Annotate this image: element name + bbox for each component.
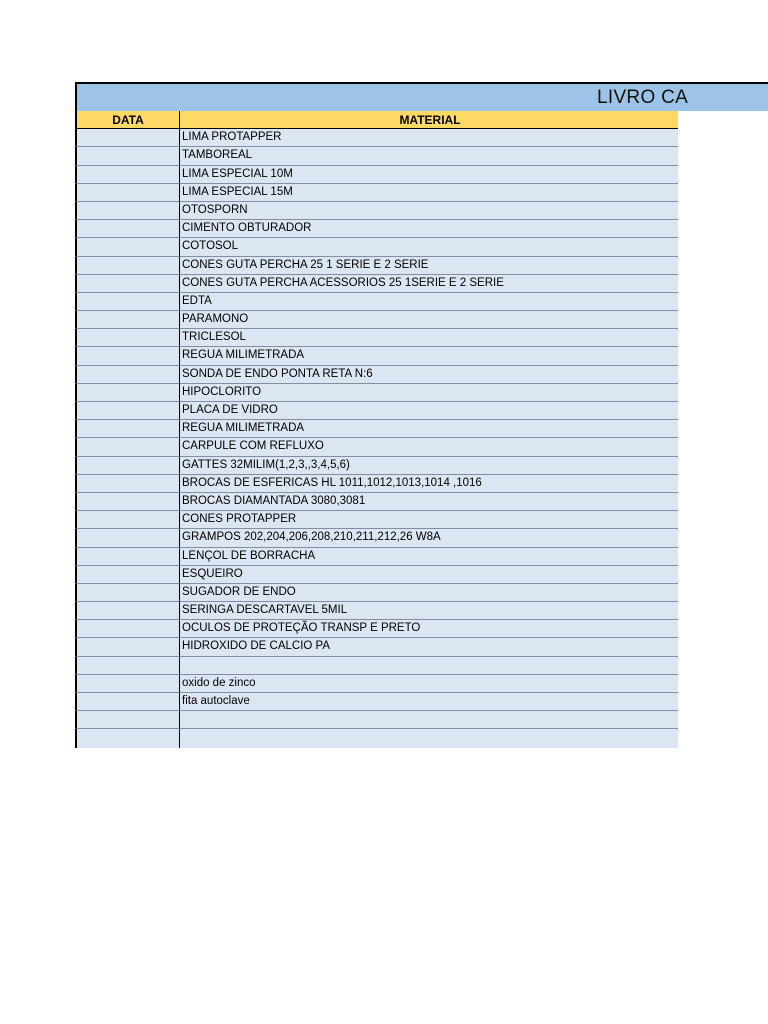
material-cell[interactable]: OCULOS DE PROTEÇÃO TRANSP E PRETO: [180, 620, 678, 638]
material-cell[interactable]: PARAMONO: [180, 311, 678, 329]
date-cell[interactable]: [75, 311, 180, 329]
material-cell[interactable]: HIPOCLORITO: [180, 384, 678, 402]
material-cell[interactable]: [180, 729, 678, 747]
date-cell[interactable]: [75, 457, 180, 475]
material-cell[interactable]: LIMA PROTAPPER: [180, 129, 678, 147]
material-cell[interactable]: ESQUEIRO: [180, 566, 678, 584]
date-cell[interactable]: [75, 202, 180, 220]
column-header-date[interactable]: DATA: [75, 111, 180, 129]
material-cell[interactable]: GRAMPOS 202,204,206,208,210,211,212,26 W8A: [180, 529, 678, 547]
material-cell[interactable]: [180, 657, 678, 675]
material-cell[interactable]: SUGADOR DE ENDO: [180, 584, 678, 602]
table-row: [75, 729, 678, 747]
table-row: [75, 638, 678, 656]
material-cell[interactable]: COTOSOL: [180, 238, 678, 256]
date-cell[interactable]: [75, 657, 180, 675]
table-row: [75, 329, 678, 347]
date-cell[interactable]: [75, 529, 180, 547]
material-cell[interactable]: LIMA ESPECIAL 10M: [180, 166, 678, 184]
table-row: [75, 147, 678, 165]
material-cell[interactable]: fita autoclave: [180, 693, 678, 711]
table-row: [75, 420, 678, 438]
table-row: [75, 129, 678, 147]
material-cell[interactable]: CONES PROTAPPER: [180, 511, 678, 529]
table-row: [75, 711, 678, 729]
table-row: [75, 457, 678, 475]
material-cell[interactable]: HIDROXIDO DE CALCIO PA: [180, 638, 678, 656]
material-cell[interactable]: SERINGA DESCARTAVEL 5MIL: [180, 602, 678, 620]
date-cell[interactable]: [75, 257, 180, 275]
table-row: [75, 602, 678, 620]
table-row: [75, 548, 678, 566]
date-cell[interactable]: [75, 548, 180, 566]
material-cell[interactable]: LENÇOL DE BORRACHA: [180, 548, 678, 566]
material-cell[interactable]: CONES GUTA PERCHA ACESSORIOS 25 1SERIE E 2 SERIE: [180, 275, 678, 293]
table-row: [75, 238, 678, 256]
material-cell[interactable]: TAMBOREAL: [180, 147, 678, 165]
table-body: [75, 129, 678, 747]
material-cell[interactable]: BROCAS DIAMANTADA 3080,3081: [180, 493, 678, 511]
material-cell[interactable]: REGUA MILIMETRADA: [180, 420, 678, 438]
table-row: [75, 257, 678, 275]
table-row: [75, 675, 678, 693]
date-cell[interactable]: [75, 220, 180, 238]
date-cell[interactable]: [75, 620, 180, 638]
table-row: [75, 402, 678, 420]
material-cell[interactable]: CONES GUTA PERCHA 25 1 SERIE E 2 SERIE: [180, 257, 678, 275]
date-cell[interactable]: [75, 475, 180, 493]
table-row: [75, 347, 678, 365]
material-cell[interactable]: EDTA: [180, 293, 678, 311]
table-row: [75, 184, 678, 202]
date-cell[interactable]: [75, 166, 180, 184]
sheet-title: LIVRO CA: [597, 87, 689, 108]
date-cell[interactable]: [75, 566, 180, 584]
table-row: [75, 493, 678, 511]
material-cell[interactable]: BROCAS DE ESFERICAS HL 1011,1012,1013,1014 ,1016: [180, 475, 678, 493]
title-bar: [75, 82, 768, 111]
material-table: [75, 111, 678, 748]
table-row: [75, 584, 678, 602]
date-cell[interactable]: [75, 638, 180, 656]
table-row: [75, 220, 678, 238]
date-cell[interactable]: [75, 675, 180, 693]
table-row: [75, 311, 678, 329]
date-cell[interactable]: [75, 420, 180, 438]
material-cell[interactable]: [180, 711, 678, 729]
date-cell[interactable]: [75, 347, 180, 365]
date-cell[interactable]: [75, 147, 180, 165]
material-cell[interactable]: PLACA DE VIDRO: [180, 402, 678, 420]
table-row: [75, 566, 678, 584]
table-row: [75, 475, 678, 493]
table-row: [75, 657, 678, 675]
material-cell[interactable]: GATTES 32MILIM(1,2,3,,3,4,5,6): [180, 457, 678, 475]
date-cell[interactable]: [75, 511, 180, 529]
date-cell[interactable]: [75, 129, 180, 147]
date-cell[interactable]: [75, 384, 180, 402]
date-cell[interactable]: [75, 238, 180, 256]
column-header-material[interactable]: MATERIAL: [180, 111, 678, 129]
table-row: [75, 293, 678, 311]
date-cell[interactable]: [75, 293, 180, 311]
material-cell[interactable]: SONDA DE ENDO PONTA RETA N:6: [180, 366, 678, 384]
table-row: [75, 693, 678, 711]
date-cell[interactable]: [75, 184, 180, 202]
table-row: [75, 202, 678, 220]
material-cell[interactable]: CARPULE COM REFLUXO: [180, 438, 678, 456]
table-row: [75, 166, 678, 184]
date-cell[interactable]: [75, 584, 180, 602]
table-row: [75, 366, 678, 384]
material-cell[interactable]: LIMA ESPECIAL 15M: [180, 184, 678, 202]
header-row: [75, 111, 678, 129]
date-cell[interactable]: [75, 729, 180, 747]
material-cell[interactable]: CIMENTO OBTURADOR: [180, 220, 678, 238]
material-cell[interactable]: oxido de zinco: [180, 675, 678, 693]
table-row: [75, 438, 678, 456]
material-cell[interactable]: REGUA MILIMETRADA: [180, 347, 678, 365]
date-cell[interactable]: [75, 602, 180, 620]
material-cell[interactable]: TRICLESOL: [180, 329, 678, 347]
table-row: [75, 275, 678, 293]
table-row: [75, 384, 678, 402]
table-row: [75, 511, 678, 529]
date-cell[interactable]: [75, 366, 180, 384]
date-cell[interactable]: [75, 693, 180, 711]
table-row: [75, 620, 678, 638]
date-cell[interactable]: [75, 493, 180, 511]
table-row: [75, 529, 678, 547]
date-cell[interactable]: [75, 329, 180, 347]
date-cell[interactable]: [75, 275, 180, 293]
material-cell[interactable]: OTOSPORN: [180, 202, 678, 220]
date-cell[interactable]: [75, 402, 180, 420]
date-cell[interactable]: [75, 438, 180, 456]
date-cell[interactable]: [75, 711, 180, 729]
